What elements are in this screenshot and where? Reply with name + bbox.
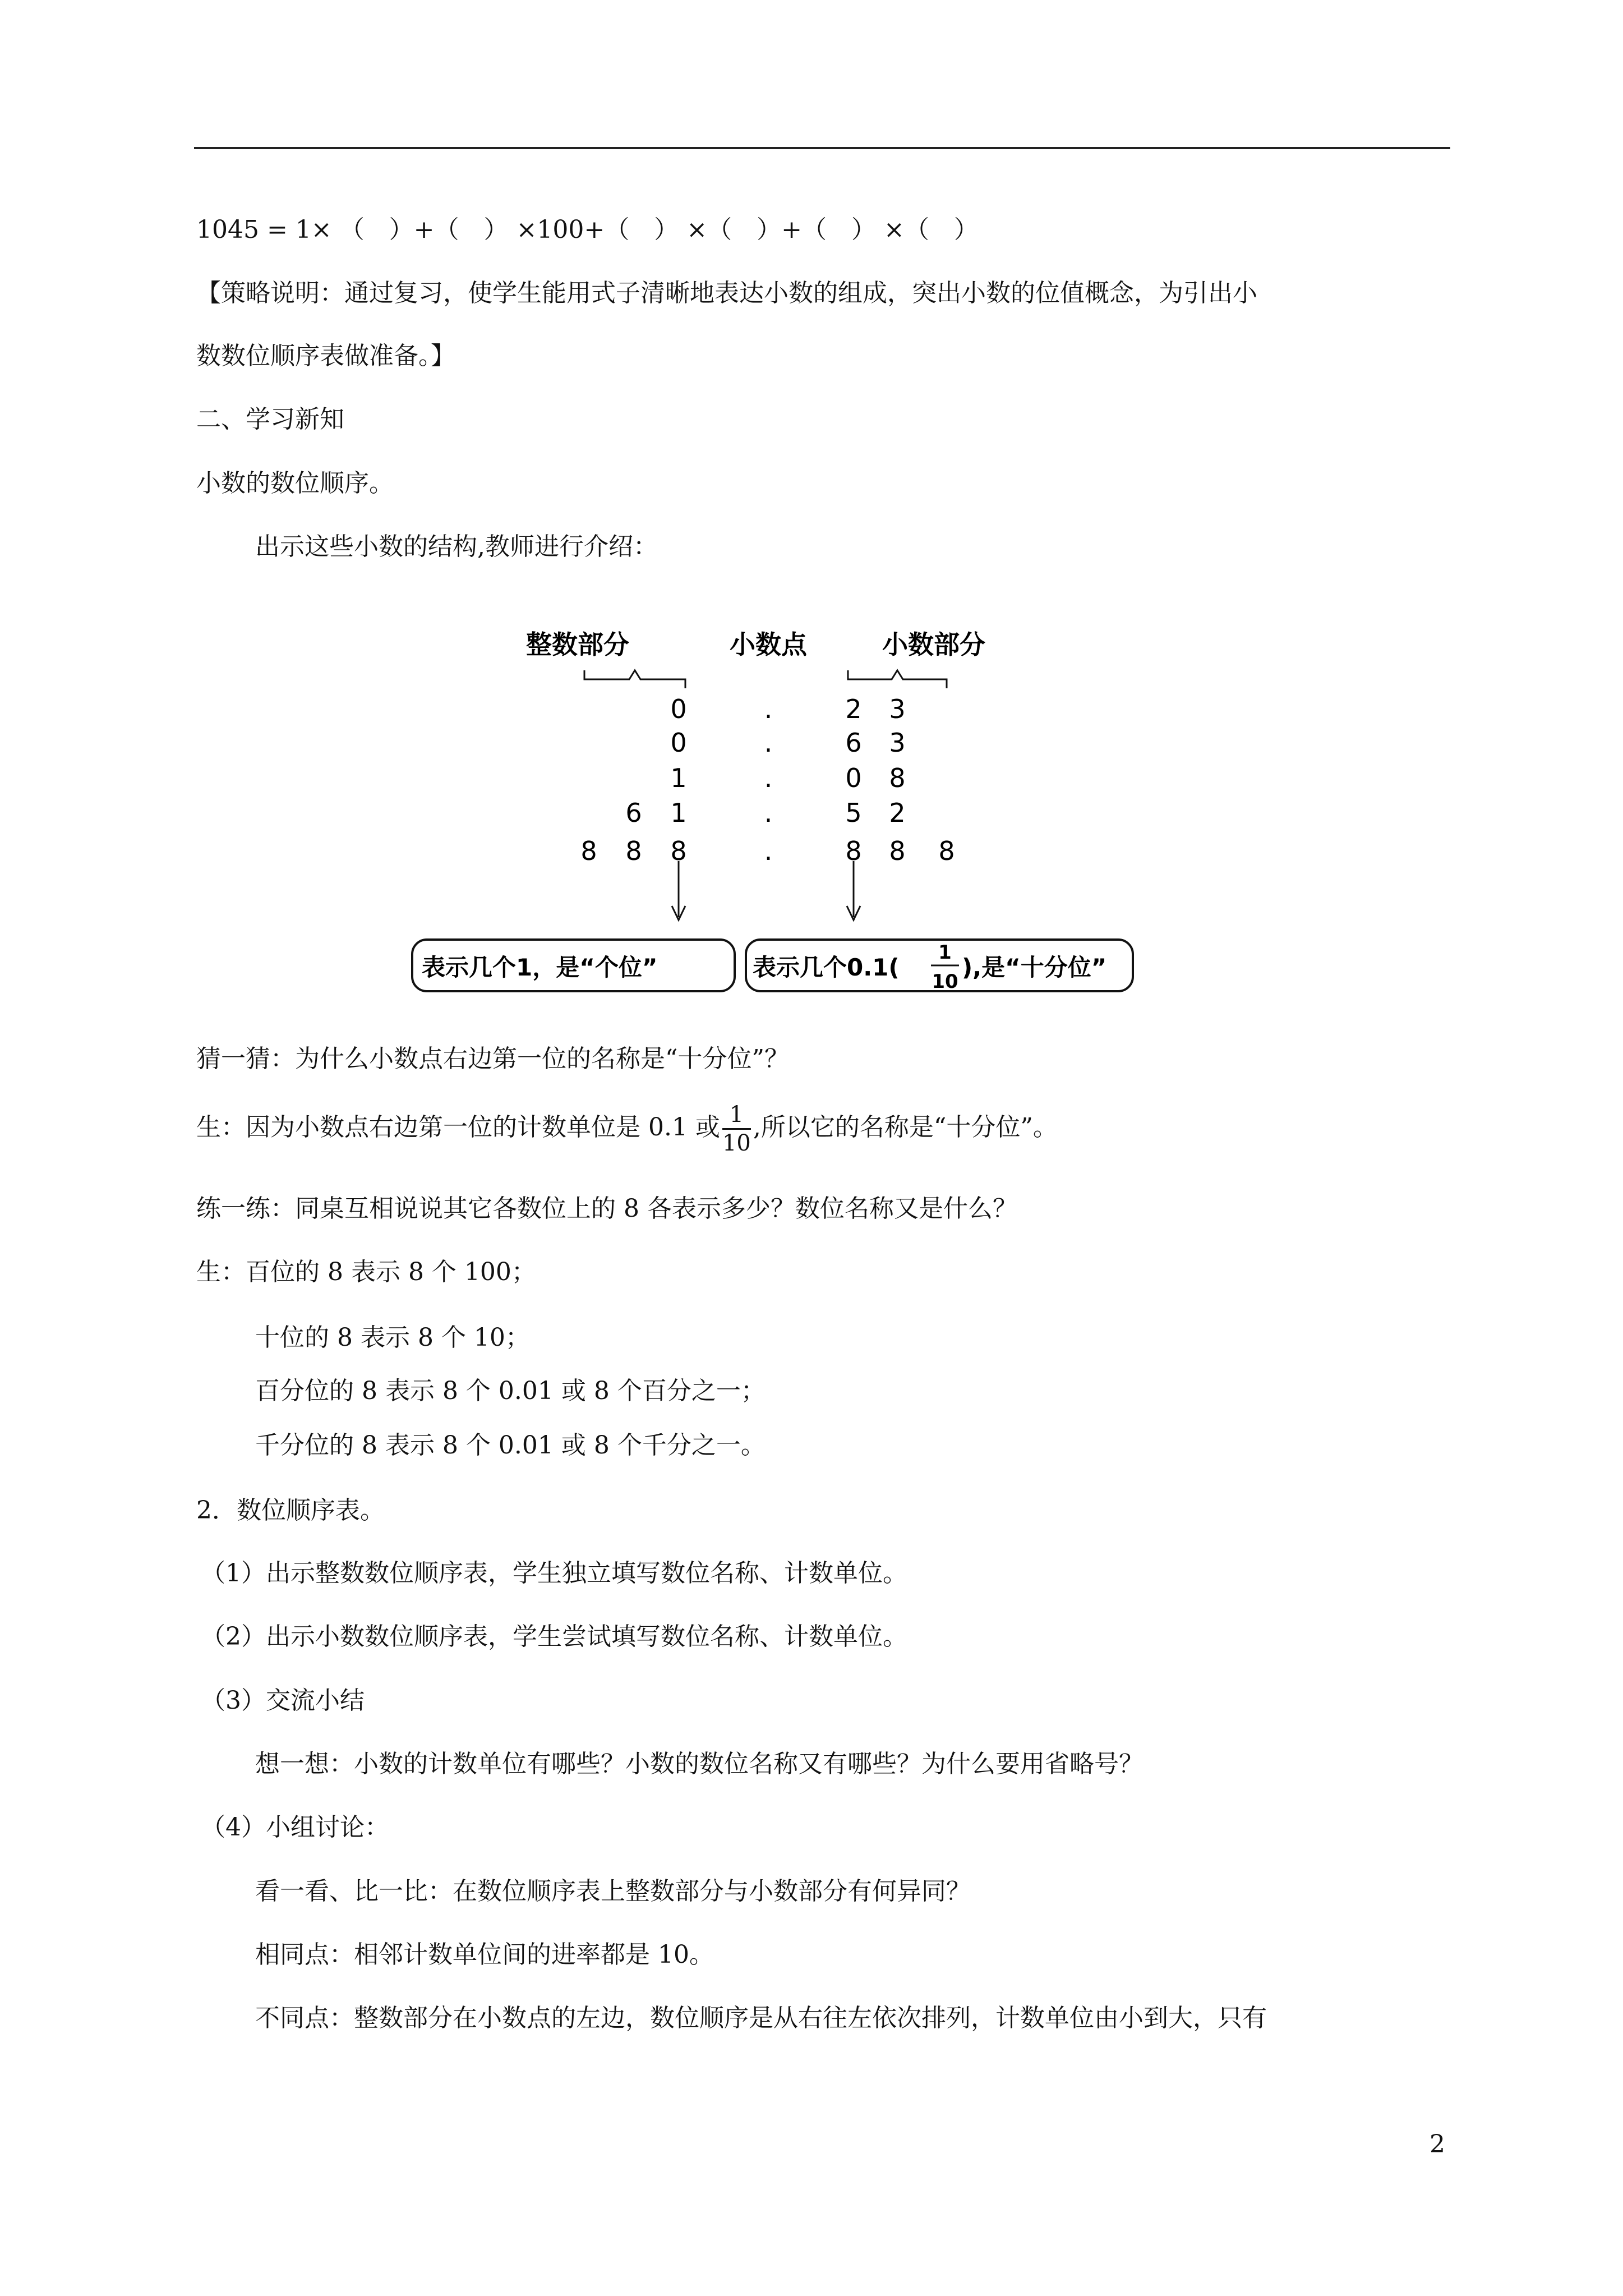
formula-part-3: ×（ ）+（ ）	[686, 215, 877, 244]
tenths-fraction-denominator: 10	[932, 970, 958, 993]
header-decimal-point: 小数点	[730, 629, 807, 660]
similarity-text: 相同点：相邻计数单位间的进率都是 10。	[255, 1940, 714, 1969]
integer-digit: 8	[625, 836, 642, 866]
decimal-point: .	[764, 798, 773, 828]
header-integer-part: 整数部分	[526, 629, 629, 660]
section-heading: 二、学习新知	[196, 405, 344, 434]
decimal-digit: 3	[889, 728, 906, 758]
item-2-2: （2）出示小数数位顺序表，学生尝试填写数位名称、计数单位。	[201, 1622, 907, 1651]
student-line-hundredths: 百分位的 8 表示 8 个 0.01 或 8 个百分之一；	[255, 1377, 766, 1405]
tenths-fraction-numerator: 1	[938, 941, 952, 964]
item-2-1: （1）出示整数数位顺序表，学生独立填写数位名称、计数单位。	[201, 1559, 907, 1588]
diagram-svg	[409, 625, 1138, 1004]
page-number: 2	[1430, 2130, 1445, 2159]
place-value-formula	[196, 213, 979, 247]
answer-suffix: ,所以它的名称是“十分位”。	[753, 1113, 1058, 1142]
strategy-note-line-2: 数数位顺序表做准备。】	[196, 342, 455, 370]
decimal-point: .	[764, 694, 773, 724]
header-decimal-part: 小数部分	[882, 629, 985, 660]
student-line-tens: 十位的 8 表示 8 个 10；	[255, 1323, 530, 1352]
formula-lhs: 1045 = 1×	[196, 215, 332, 244]
fraction-numerator: 1	[722, 1103, 751, 1130]
practice-prompt: 练一练：同桌互相说说其它各数位上的 8 各表示多少？数位名称又是什么？	[196, 1194, 1017, 1223]
integer-digit: 6	[625, 798, 642, 828]
header-rule	[194, 147, 1450, 149]
decimal-digit: 2	[889, 798, 906, 828]
answer-prefix: 生：因为小数点右边第一位的计数单位是 0.1 或	[196, 1113, 720, 1142]
ones-label-text: 表示几个1，是“个位”	[422, 954, 658, 981]
integer-digit: 8	[580, 836, 597, 866]
subheading: 小数的数位顺序。	[196, 469, 394, 498]
decimal-digit: 5	[845, 798, 862, 828]
item-2-heading: 2．数位顺序表。	[196, 1496, 385, 1525]
integer-brace	[584, 670, 685, 688]
decimal-digit: 8	[889, 763, 906, 793]
intro-text: 出示这些小数的结构,教师进行介绍：	[255, 532, 658, 561]
decimal-point: .	[764, 836, 773, 866]
decimal-structure-diagram	[409, 625, 1138, 1004]
decimal-digit: 8	[889, 836, 906, 866]
integer-digit: 1	[670, 798, 687, 828]
integer-digit: 0	[670, 728, 687, 758]
difference-text: 不同点：整数部分在小数点的左边，数位顺序是从右往左依次排列，计数单位由小到大，只有	[255, 2004, 1267, 2032]
decimal-digit: 0	[845, 763, 862, 793]
decimal-digit: 3	[889, 694, 906, 724]
item-2-4: （4）小组讨论：	[201, 1813, 389, 1842]
decimal-point: .	[764, 728, 773, 758]
formula-part-2: ×100+（ ）	[516, 215, 679, 244]
formula-part-4: ×（ ）	[884, 215, 979, 244]
compare-question: 看一看、比一比：在数位顺序表上整数部分与小数部分有何异同？	[255, 1877, 971, 1906]
integer-digit: 0	[670, 694, 687, 724]
decimal-digit: 8	[845, 836, 862, 866]
guess-question: 猜一猜：为什么小数点右边第一位的名称是“十分位”？	[196, 1045, 789, 1073]
decimal-brace	[848, 670, 947, 688]
integer-digit: 1	[670, 763, 687, 793]
decimal-point: .	[764, 763, 773, 793]
tenths-label-suffix: ),是“十分位”	[962, 954, 1107, 981]
strategy-note-line-1: 【策略说明：通过复习，使学生能用式子清晰地表达小数的组成，突出小数的位值概念，为引出小	[196, 279, 1257, 307]
decimal-digit: 2	[845, 694, 862, 724]
item-2-3: （3）交流小结	[201, 1686, 365, 1715]
digit-rows	[580, 694, 955, 866]
think-question: 想一想：小数的计数单位有哪些？小数的数位名称又有哪些？为什么要用省略号？	[255, 1750, 1144, 1778]
student-answer	[196, 1097, 1058, 1158]
tenths-label-prefix: 表示几个0.1(	[753, 954, 900, 981]
answer-fraction	[722, 1103, 751, 1154]
formula-part-1: （ ）+（ ）	[339, 215, 509, 244]
decimal-digit: 8	[938, 836, 955, 866]
fraction-denominator: 10	[722, 1130, 751, 1156]
student-line-hundreds: 生：百位的 8 表示 8 个 100；	[196, 1258, 536, 1286]
decimal-digit: 6	[845, 728, 862, 758]
student-line-thousandths: 千分位的 8 表示 8 个 0.01 或 8 个千分之一。	[255, 1431, 766, 1460]
integer-digit: 8	[670, 836, 687, 866]
